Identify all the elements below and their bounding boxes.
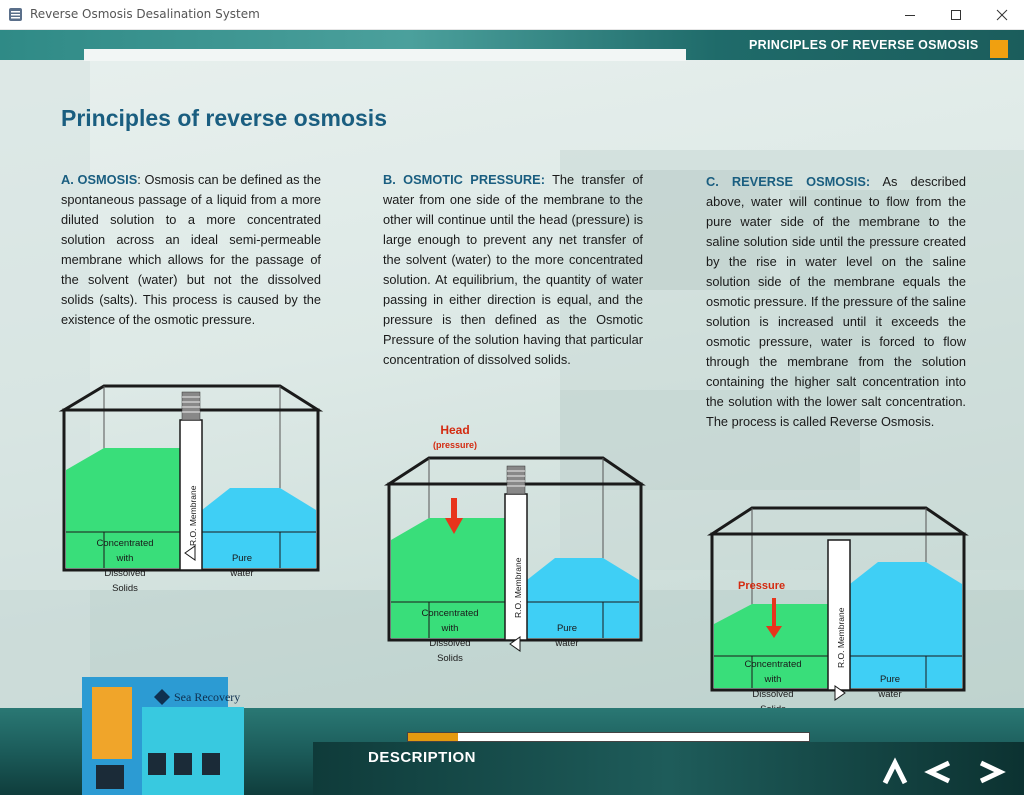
window-titlebar	[0, 0, 1024, 30]
concentrated-label-1: Concentrated	[744, 659, 802, 670]
section-label: PRINCIPLES OF REVERSE OSMOSIS	[749, 38, 979, 52]
concentrated-label-3: Dissolved	[429, 638, 471, 649]
reverse-osmosis-text	[706, 172, 966, 432]
pure-label-1: Pure	[231, 553, 253, 564]
pure-water	[850, 562, 962, 688]
window-title: Reverse Osmosis Desalination System	[30, 7, 260, 21]
close-button[interactable]	[979, 0, 1024, 30]
head-label: Head	[440, 423, 470, 437]
osmosis-heading: A. OSMOSIS	[61, 172, 138, 187]
maximize-icon	[950, 9, 962, 21]
concentrated-label-2: with	[116, 553, 134, 564]
osmotic-pressure-heading: B. OSMOTIC PRESSURE:	[383, 172, 545, 187]
maximize-button[interactable]	[933, 0, 979, 30]
next-button[interactable]	[974, 752, 1008, 792]
osmotic-pressure-diagram	[385, 422, 647, 664]
head-arrow-shaft	[451, 498, 457, 520]
header-tab	[84, 49, 686, 61]
concentrated-label-4: Solids	[112, 583, 138, 594]
progress-fill	[408, 733, 458, 741]
pressure-arrow-shaft	[772, 598, 776, 628]
membrane-label: R.O. Membrane	[836, 607, 846, 668]
section-marker	[990, 40, 1008, 58]
membrane-label: R.O. Membrane	[188, 485, 198, 546]
osmotic-pressure-text	[383, 170, 643, 370]
osmosis-body: : Osmosis can be defined as the spontaneous passage of a liquid from a more diluted solution to a more concentrated solution across an ideal semi-permeable membrane which allows for the passage of the solvent (water) but not the dissolved solids (salts). This process is caused by the existence of the osmotic pressure.	[61, 172, 321, 327]
concentrated-label-1: Concentrated	[96, 538, 154, 549]
concentrated-label-3: Dissolved	[752, 689, 794, 700]
minimize-button[interactable]	[887, 0, 933, 30]
pure-water	[527, 558, 639, 638]
head-sub-label: (pressure)	[432, 440, 478, 450]
up-arrow-icon	[880, 757, 910, 787]
pure-label-2: water	[230, 568, 254, 579]
pure-label-2: water	[555, 638, 579, 649]
previous-button[interactable]	[922, 752, 956, 792]
osmotic-pressure-body: The transfer of water from one side of the membrane to the other will continue until the head (pressure) is large enough to prevent any net transfer of the solvent (water) to the more concentrated solution. At equilibrium, the quantity of water passing in either direction is equal, and the pressure is then defined as the Osmotic Pressure of the solution having that particular concentration of dissolved solids.	[383, 172, 643, 367]
concentrated-label-4: Solids	[437, 653, 463, 664]
page-title: Principles of reverse osmosis	[61, 105, 387, 131]
concentrated-solution	[66, 448, 180, 568]
progress-bar	[407, 732, 810, 742]
pure-water	[202, 488, 316, 568]
concentrated-label-1: Concentrated	[421, 608, 479, 619]
reverse-osmosis-heading: C. REVERSE OSMOSIS:	[706, 174, 871, 189]
pure-label-1: Pure	[879, 674, 901, 685]
description-button[interactable]: DESCRIPTION	[368, 749, 477, 766]
concentrated-label-3: Dissolved	[104, 568, 146, 579]
previous-arrow-icon	[924, 757, 954, 787]
concentrated-label-2: with	[441, 623, 459, 634]
up-button[interactable]	[878, 752, 912, 792]
pure-label-1: Pure	[556, 623, 578, 634]
controller-panel-photo	[82, 677, 244, 795]
concentrated-solution	[391, 518, 505, 638]
reverse-osmosis-diagram	[708, 504, 970, 700]
close-icon	[996, 9, 1008, 21]
concentrated-label-2: with	[764, 674, 782, 685]
pure-label-2: water	[878, 689, 902, 700]
photo-brand-text: Sea Recovery	[174, 690, 241, 704]
content-stage	[0, 30, 1024, 795]
osmosis-diagram	[60, 382, 322, 594]
pressure-label: Pressure	[738, 580, 786, 592]
app-menu-icon[interactable]	[8, 7, 23, 22]
minimize-icon	[904, 9, 916, 21]
reverse-osmosis-body: As described above, water will continue to flow from the pure water side of the membrane to the saline solution side until the pressure created by the rise in water level on the saline solution side of the membrane equals the osmotic pressure. If the pressure of the saline solution is increased until it exceeds the osmotic pressure, water is forced to flow through the membrane from the solution containing the higher salt concentration into the solution with the lower salt concentration. The process is called Reverse Osmosis.	[706, 174, 967, 429]
membrane-label: R.O. Membrane	[513, 557, 523, 618]
osmosis-text	[61, 170, 321, 330]
next-arrow-icon	[976, 757, 1006, 787]
